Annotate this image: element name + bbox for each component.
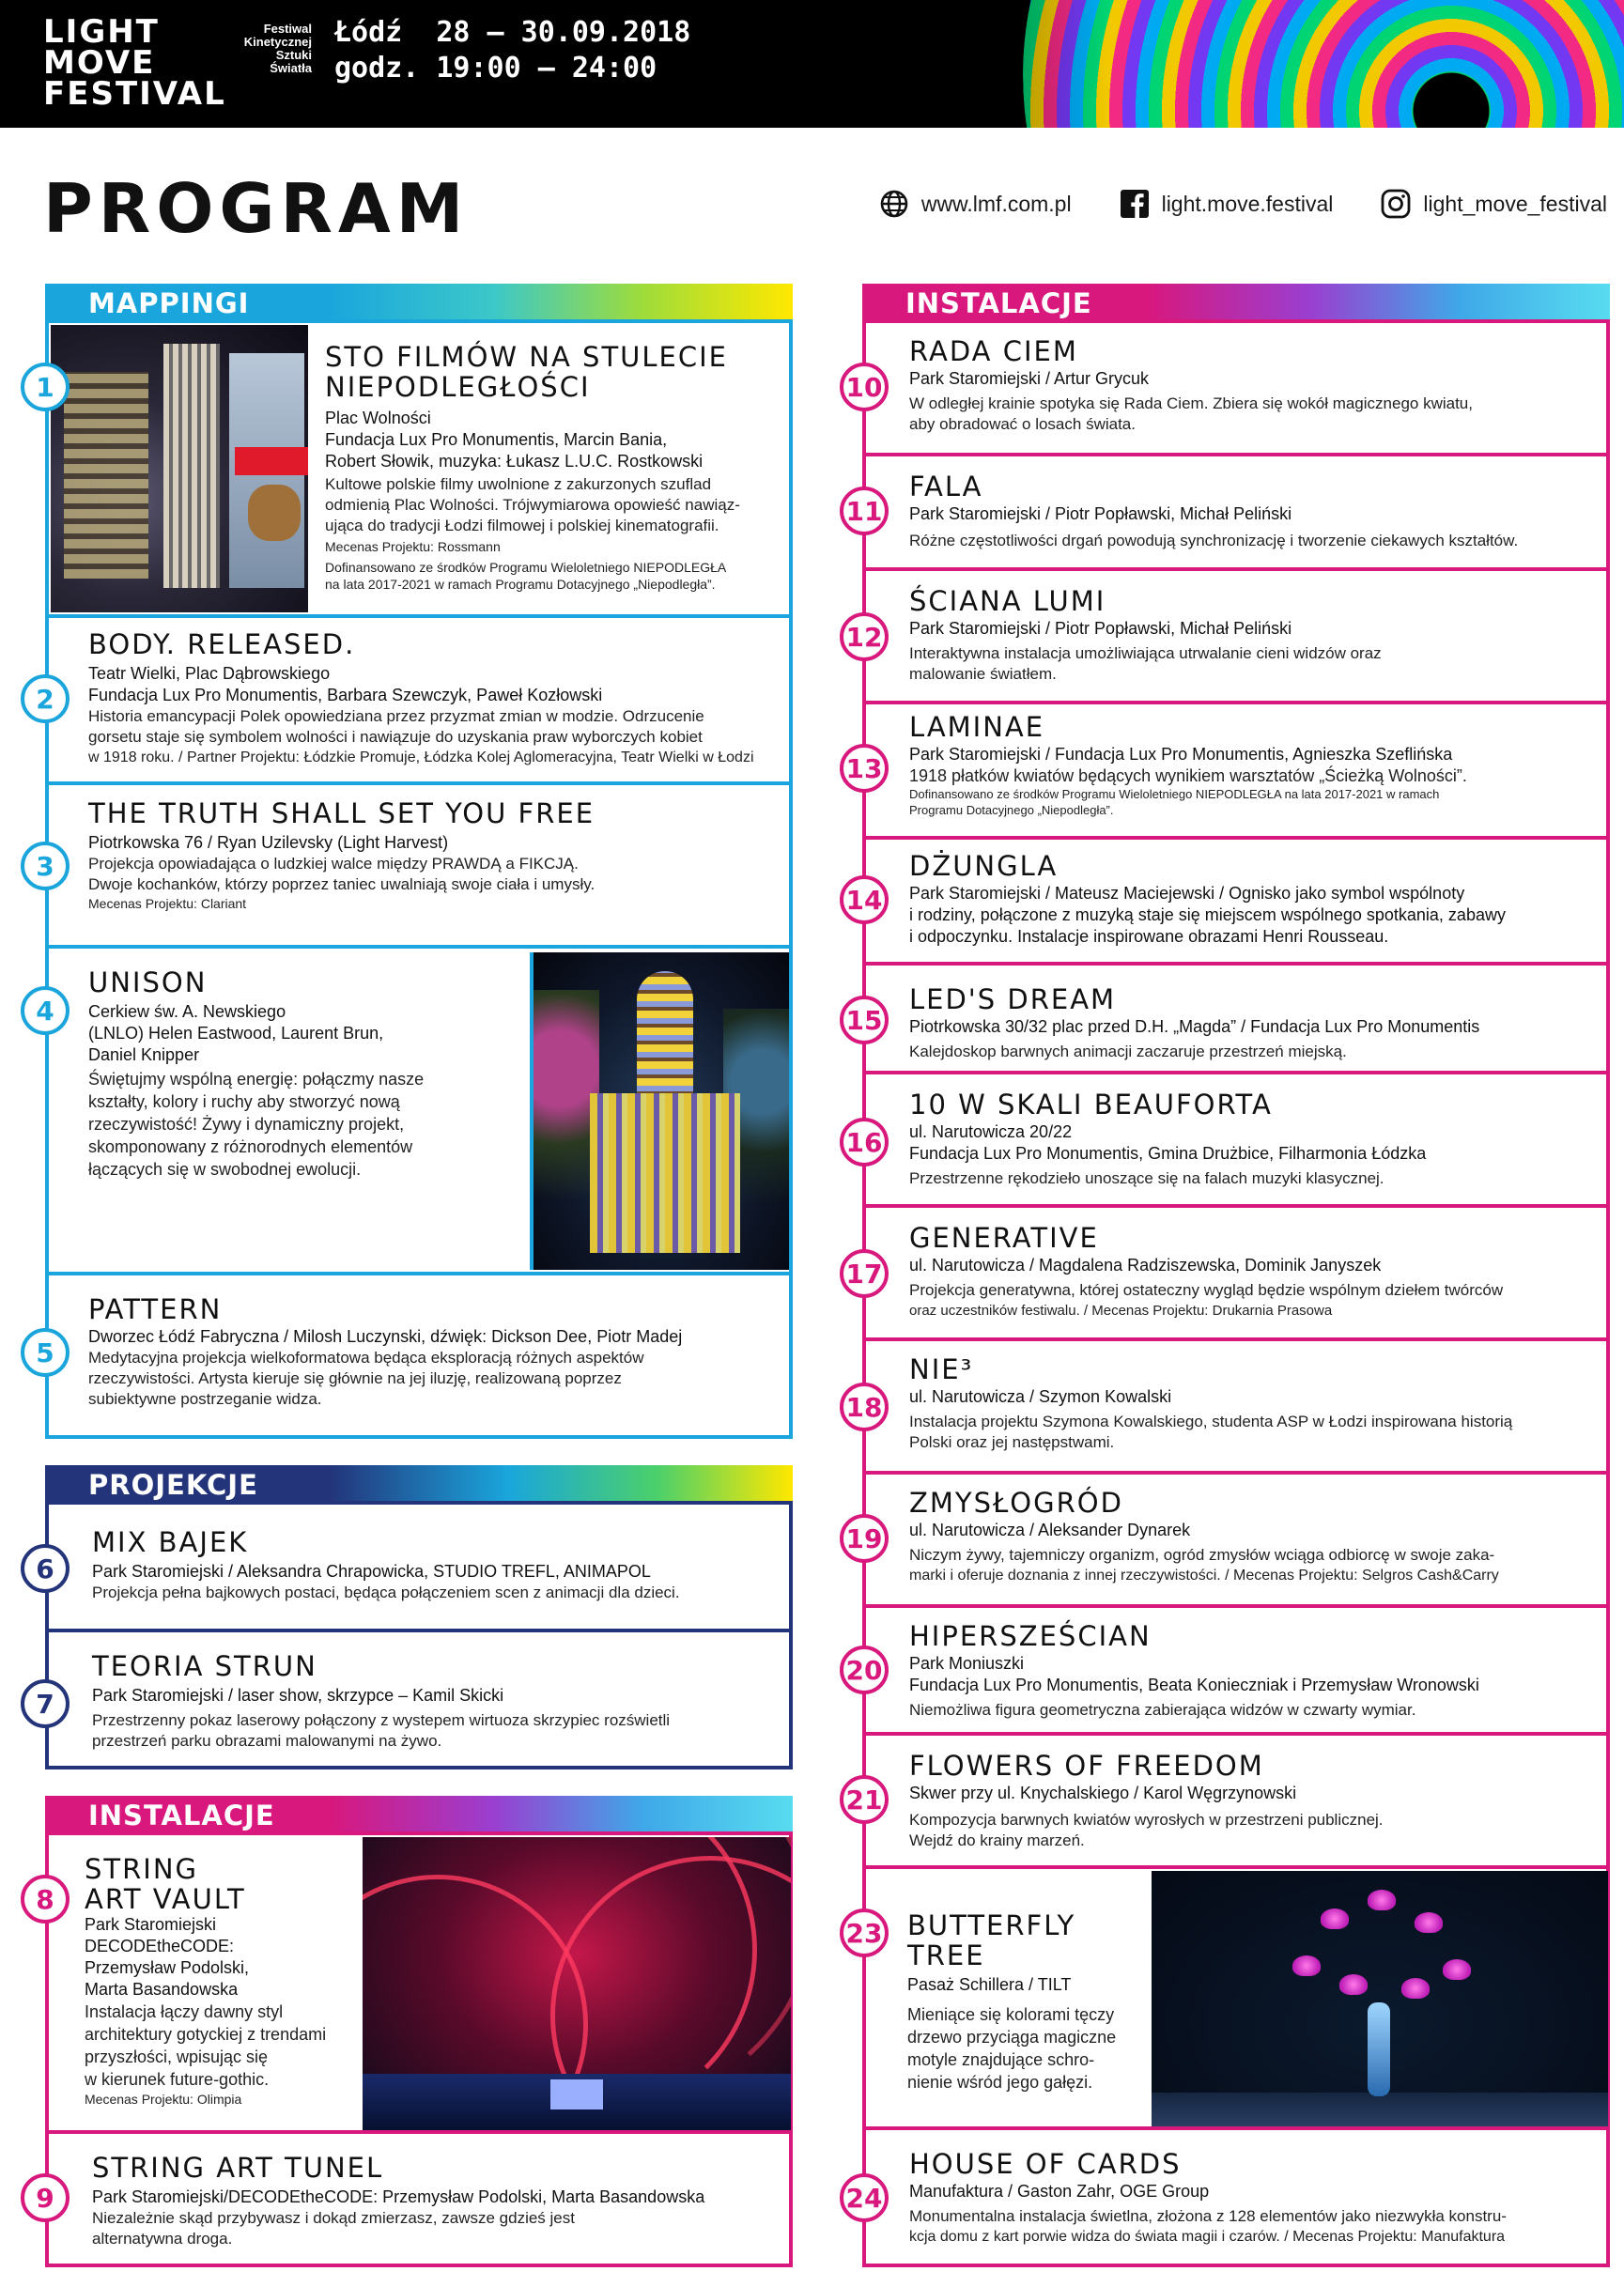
item-title: HOUSE OF CARDS xyxy=(909,2148,1182,2180)
item-title: FLOWERS OF FREEDOM xyxy=(909,1750,1264,1782)
festival-dates: Łódź 28 — 30.09.2018 godz. 19:00 — 24:00 xyxy=(334,16,691,85)
item-title: GENERATIVE xyxy=(909,1222,1099,1254)
section-header-mappingi: MAPPINGI xyxy=(45,284,793,323)
item-title: TEORIA STRUN xyxy=(92,1650,317,1682)
item-title: STO FILMÓW NA STULECIE xyxy=(325,341,729,373)
photo-unison xyxy=(530,952,789,1270)
instagram-icon xyxy=(1380,188,1412,220)
instagram-link[interactable]: light_move_festival xyxy=(1380,188,1607,220)
item-title: 10 W SKALI BEAUFORTA xyxy=(909,1089,1273,1120)
number-badge-12: 12 xyxy=(840,612,889,661)
program-item-7: TEORIA STRUN Park Staromiejski / laser show, skrzypce – Kamil Skicki Przestrzenny pokaz laserowy połączony z wystepem wirtuoza skrzypiec rozświetli przestrzeń parku obrazami malowanymi na żywo. xyxy=(45,1629,793,1769)
number-badge-13: 13 xyxy=(840,744,889,793)
section-header-instalacje: INSTALACJE xyxy=(45,1796,793,1835)
website-link[interactable]: www.lmf.com.pl xyxy=(878,188,1072,220)
item-title: UNISON xyxy=(88,966,208,998)
globe-icon xyxy=(878,188,910,220)
program-item-11: FALA Park Staromiejski / Piotr Popławski, Michał Peliński Różne częstotliwości drgań powodują synchronizację i tworzenie ciekawych kształtów. xyxy=(862,453,1610,571)
item-title: LAMINAE xyxy=(909,711,1045,743)
program-item-4: UNISON Cerkiew św. A. Newskiego (LNLO) Helen Eastwood, Laurent Brun, Daniel Knipper Świętujmy wspólną energię: połączmy nasze kształty, kolory i ruchy aby stworzyć nową rzeczywistość! Żywy i dynamiczny projekt, skomponowany z różnorodnych elementów łączących się w swobodnej ewolucji. xyxy=(45,945,793,1275)
item-title: HIPERSZEŚCIAN xyxy=(909,1620,1152,1652)
number-badge-23: 23 xyxy=(840,1908,889,1957)
number-badge-2: 2 xyxy=(21,674,70,723)
program-item-13: LAMINAE Park Staromiejski / Fundacja Lux Pro Monumentis, Agnieszka Szeflińska 1918 płatków kwiatów będących wynikiem warsztatów „Ścieżką Wolności”. Dofinansowano ze środków Programu Wieloletniego NIEPODLEGŁA na lata 2017-2021 w ramach Programu Dotacyjnego „Niepodległa”. xyxy=(862,701,1610,840)
program-item-21: FLOWERS OF FREEDOM Skwer przy ul. Knychalskiego / Karol Węgrzynowski Kompozycja barwnych kwiatów wyrosłych w przestrzeni publicznej. Wejdź do krainy marzeń. xyxy=(862,1732,1610,1869)
section-header-instalacje-right: INSTALACJE xyxy=(862,284,1610,323)
number-badge-5: 5 xyxy=(21,1328,70,1377)
number-badge-21: 21 xyxy=(840,1775,889,1824)
program-item-2: BODY. RELEASED. Teatr Wielki, Plac Dąbrowskiego Fundacja Lux Pro Monumentis, Barbara Szewczyk, Paweł Kozłowski Historia emancypacji Polek opowiedziana przez przyzmat zmian w modzie. Odrzucenie gorsetu staje się symbolem wolności i nawiązuje do uzyskania praw wyborczych kobiet w 1918 roku. / Partner Projektu: Łódzkie Promuje, Łódzka Kolej Aglomeracyjna, Teatr Wielki w Łodzi xyxy=(45,614,793,785)
program-item-8: STRING ART VAULT Park Staromiejski DECODEtheCODE: Przemysław Podolski, Marta Basandowska Instalacja łączy dawny styl architektury gotyckiej z trendami przyszłości, wpisując się w kierunek future-gothic. Mecenas Projektu: Olimpia xyxy=(45,1831,793,2134)
number-badge-19: 19 xyxy=(840,1514,889,1563)
item-title: RADA CIEM xyxy=(909,335,1078,367)
number-badge-6: 6 xyxy=(21,1544,70,1593)
program-item-20: HIPERSZEŚCIAN Park Moniuszki Fundacja Lux Pro Monumentis, Beata Konieczniak i Przemysław Wronowski Niemożliwa figura geometryczna zabierająca widzów w czwarty wymiar. xyxy=(862,1604,1610,1736)
item-title: ŚCIANA LUMI xyxy=(909,585,1106,617)
section-header-projekcje: PROJEKCJE xyxy=(45,1465,793,1505)
festival-logo: LIGHT MOVE FESTIVAL xyxy=(43,13,226,113)
program-item-9: STRING ART TUNEL Park Staromiejski/DECODEtheCODE: Przemysław Podolski, Marta Basandowska Niezależnie skąd przybywasz i dokąd zmierzasz, zawsze gdzieś jest alternatywna droga. xyxy=(45,2130,793,2267)
item-title: BODY. RELEASED. xyxy=(88,628,356,660)
facebook-icon xyxy=(1119,188,1151,220)
item-title: NIEPODLEGŁOŚCI xyxy=(325,371,591,403)
program-item-12: ŚCIANA LUMI Park Staromiejski / Piotr Popławski, Michał Peliński Interaktywna instalacja umożliwiająca utrwalanie cieni widzów oraz malowanie światłem. xyxy=(862,567,1610,704)
item-title: STRING xyxy=(85,1853,198,1885)
item-title: ZMYSŁOGRÓD xyxy=(909,1487,1123,1519)
item-title: NIE³ xyxy=(909,1353,974,1385)
item-title: FALA xyxy=(909,471,983,502)
item-title: LED'S DREAM xyxy=(909,983,1117,1015)
number-badge-18: 18 xyxy=(840,1383,889,1431)
facebook-link[interactable]: light.move.festival xyxy=(1119,188,1334,220)
photo-sto-filmow xyxy=(51,325,308,612)
program-item-23: BUTTERFLY TREE Pasaż Schillera / TILT Mieniące się kolorami tęczy drzewo przyciąga magiczne motyle znajdujące schro- nienie wśród jego gałęzi. xyxy=(862,1865,1610,2130)
page-title: PROGRAM xyxy=(43,169,470,248)
program-item-5: PATTERN Dworzec Łódź Fabryczna / Milosh Luczynski, dźwięk: Dickson Dee, Piotr Madej Medytacyjna projekcja wielkoformatowa będąca eksploracją różnych aspektów rzeczywistości. Artysta kieruje się głównie na jej iluzję, realizowaną poprzez subiektywne postrzeganie widza. xyxy=(45,1272,793,1439)
item-title: TREE xyxy=(907,1939,985,1971)
number-badge-4: 4 xyxy=(21,986,70,1035)
item-title: DŻUNGLA xyxy=(909,850,1059,882)
number-badge-15: 15 xyxy=(840,996,889,1044)
number-badge-17: 17 xyxy=(840,1249,889,1298)
number-badge-1: 1 xyxy=(21,363,70,411)
program-item-1: STO FILMÓW NA STULECIE NIEPODLEGŁOŚCI Plac Wolności Fundacja Lux Pro Monumentis, Marcin Bania, Robert Słowik, muzyka: Łukasz L.U.C. Rostkowski Kultowe polskie filmy uwolnione z zakurzonych szuflad odmienią Plac Wolności. Trójwymiarowa opowieść nawiąz- ująca do tradycji Łodzi filmowej i polskiej kinematografii. Mecenas Projektu: Rossmann Dofinansowano ze środków Programu Wieloletniego NIEPODLEGŁA na lata 2017-2021 w ramach Programu Dotacyjnego „Niepodległa”. xyxy=(45,319,793,618)
program-item-18: NIE³ ul. Narutowicza / Szymon Kowalski Instalacja projektu Szymona Kowalskiego, studenta ASP w Łodzi inspirowana historią Polski oraz jej następstwami. xyxy=(862,1337,1610,1475)
program-item-16: 10 W SKALI BEAUFORTA ul. Narutowicza 20/22 Fundacja Lux Pro Monumentis, Gmina Drużbice, Filharmonia Łódzka Przestrzenne rękodzieło unoszące się na falach muzyki klasycznej. xyxy=(862,1071,1610,1208)
item-title: MIX BAJEK xyxy=(92,1526,249,1558)
program-item-3: THE TRUTH SHALL SET YOU FREE Piotrkowska 76 / Ryan Uzilevsky (Light Harvest) Projekcja opowiadająca o ludzkiej walce między PRAWDĄ a FIKCJĄ. Dwoje kochanków, którzy poprzez taniec uwalniają swoje ciała i umysły. Mecenas Projektu: Clariant xyxy=(45,781,793,949)
number-badge-11: 11 xyxy=(840,487,889,535)
program-item-15: LED'S DREAM Piotrkowska 30/32 plac przed D.H. „Magda” / Fundacja Lux Pro Monumentis Kalejdoskop barwnych animacji zaczaruje przestrzeń miejską. xyxy=(862,962,1610,1074)
item-title: STRING ART TUNEL xyxy=(92,2152,384,2184)
program-item-10: RADA CIEM Park Staromiejski / Artur Grycuk W odległej krainie spotyka się Rada Ciem. Zbiera się wokół magicznego kwiatu, aby obradować o losach świata. xyxy=(862,319,1610,456)
contact-links xyxy=(878,188,1607,220)
number-badge-3: 3 xyxy=(21,842,70,890)
program-item-24: HOUSE OF CARDS Manufaktura / Gaston Zahr, OGE Group Monumentalna instalacja świetlna, złożona z 128 elementów jako niezwykła konstru- kcja domu z kart porwie widza do świata magii i czarów. / Mecenas Projektu: Manufaktura xyxy=(862,2126,1610,2267)
item-title: THE TRUTH SHALL SET YOU FREE xyxy=(88,797,595,829)
program-item-19: ZMYSŁOGRÓD ul. Narutowicza / Aleksander Dynarek Niczym żywy, tajemniczy organizm, ogród zmysłów wciąga odbiorcę w swoje zaka- marki i oferuje doznania z innej rzeczywistości. / Mecenas Projektu: Selgros Cash&Carry xyxy=(862,1471,1610,1608)
number-badge-24: 24 xyxy=(840,2173,889,2222)
number-badge-16: 16 xyxy=(840,1118,889,1167)
photo-string-art-vault xyxy=(363,1837,791,2130)
program-item-14: DŻUNGLA Park Staromiejski / Mateusz Maciejewski / Ognisko jako symbol wspólnoty i rodziny, połączone z muzyką staje się miejscem wspólnego spotkania, zabawy i odpoczynku. Instalacje inspirowane obrazami Henri Rousseau. xyxy=(862,836,1610,966)
number-badge-7: 7 xyxy=(21,1679,70,1728)
number-badge-20: 20 xyxy=(840,1646,889,1694)
number-badge-14: 14 xyxy=(840,875,889,924)
program-item-6: MIX BAJEK Park Staromiejski / Aleksandra Chrapowicka, STUDIO TREFL, ANIMAPOL Projekcja pełna bajkowych postaci, będąca połączeniem scen z animacji dla dzieci. xyxy=(45,1501,793,1632)
item-title: PATTERN xyxy=(88,1293,223,1325)
item-title: ART VAULT xyxy=(85,1883,246,1915)
item-title: BUTTERFLY xyxy=(907,1909,1076,1941)
number-badge-9: 9 xyxy=(21,2173,70,2222)
festival-subtitle: Festiwal Kinetycznej Sztuki Światła xyxy=(243,22,312,75)
number-badge-10: 10 xyxy=(840,363,889,411)
header-band xyxy=(0,0,1624,128)
photo-butterfly-tree xyxy=(1152,1871,1608,2126)
number-badge-8: 8 xyxy=(21,1875,70,1924)
program-item-17: GENERATIVE ul. Narutowicza / Magdalena Radziszewska, Dominik Janyszek Projekcja generatywna, której ostateczny wygląd będzie wspólnym dziełem twórców oraz uczestników festiwalu. / Mecenas Projektu: Drukarnia Prasowa xyxy=(862,1204,1610,1341)
spiral-graphic xyxy=(1023,0,1624,128)
